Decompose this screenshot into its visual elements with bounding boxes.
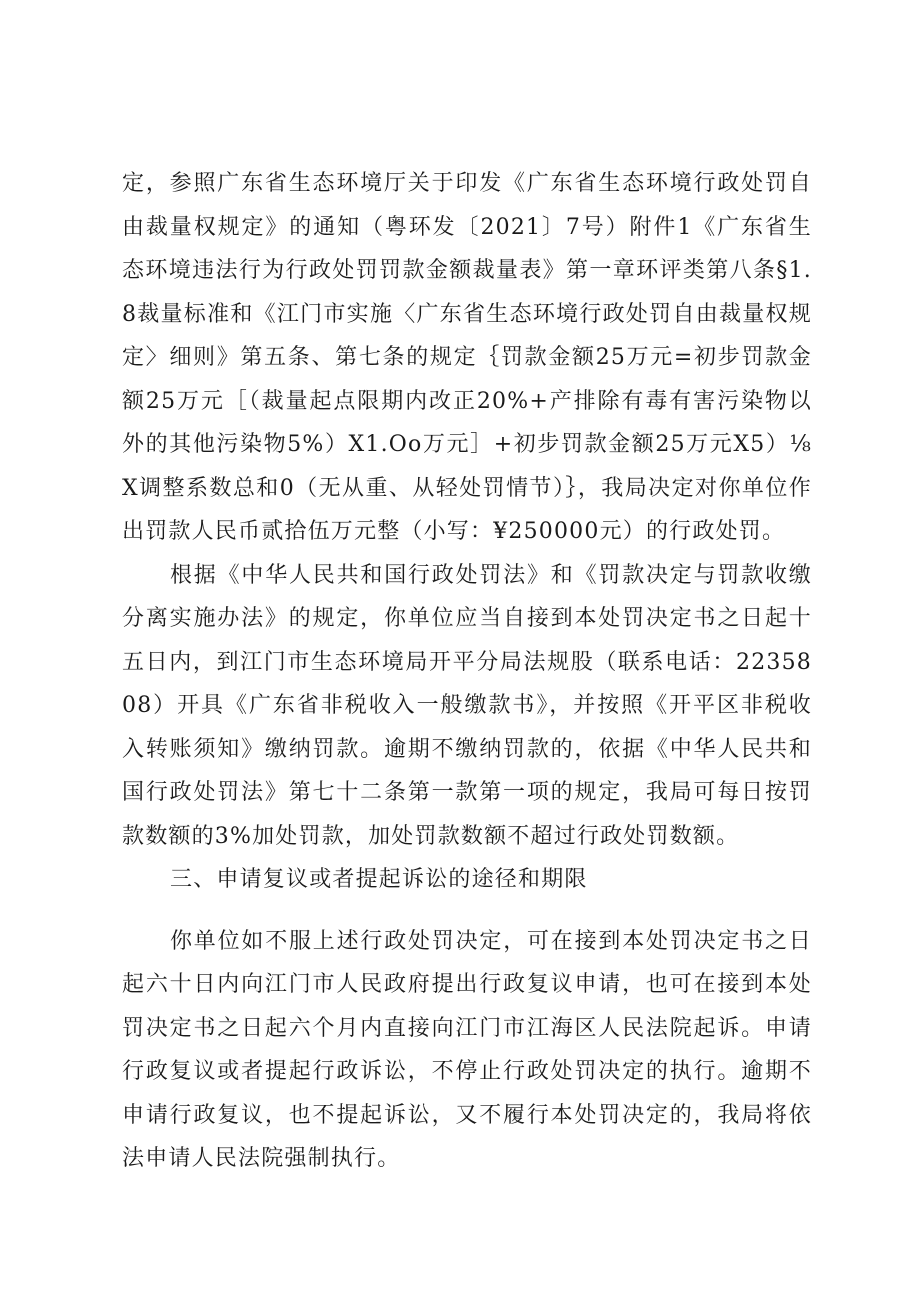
paragraph-penalty-basis: 定，参照广东省生态环境厅关于印发《广东省生态环境行政处罚自由裁量权规定》的通知（粤环发〔2021〕7号）附件1《广东省生态环境违法行为行政处罚罚款金额裁量表》第一章环评类第八条§1.8裁量标准和《江门市实施〈广东省生态环境行政处罚自由裁量权规定〉细则》第五条、第七条的规定｛罚款金额25万元=初步罚款金额25万元［（裁量起点限期内改正20%+产排除有毒有害污染物以外的其他污染物5%）X1.Oo万元］+初步罚款金额25万元X5）⅛X调整系数总和0（无从重、从轻处罚情节）｝，我局决定对你单位作出罚款人民币贰拾伍万元整（小写：¥250000元）的行政处罚。: [122, 171, 812, 544]
paragraph-appeal-rights: 你单位如不服上述行政处罚决定，可在接到本处罚决定书之日起六十日内向江门市人民政府提出行政复议申请，也可在接到本处罚决定书之日起六个月内直接向江门市江海区人民法院起诉。申请行政复议或者提起行政诉讼，不停止行政处罚决定的执行。逾期不申请行政复议，也不提起诉讼，又不履行本处罚决定的，我局将依法申请人民法院强制执行。: [122, 928, 812, 1171]
document-body: [122, 162, 812, 1181]
paragraph-payment-instructions: 根据《中华人民共和国行政处罚法》和《罚款决定与罚款收缴分离实施办法》的规定，你单位应当自接到本处罚决定书之日起十五日内，到江门市生态环境局开平分局法规股（联系电话：2235808）开具《广东省非税收入一般缴款书》，并按照《开平区非税收入转账须知》缴纳罚款。逾期不缴纳罚款的，依据《中华人民共和国行政处罚法》第七十二条第一款第一项的规定，我局可每日按罚款数额的3%加处罚款，加处罚款数额不超过行政处罚数额。: [122, 562, 812, 849]
section-heading-appeal: 三、申请复议或者提起诉讼的途径和期限: [170, 867, 588, 892]
